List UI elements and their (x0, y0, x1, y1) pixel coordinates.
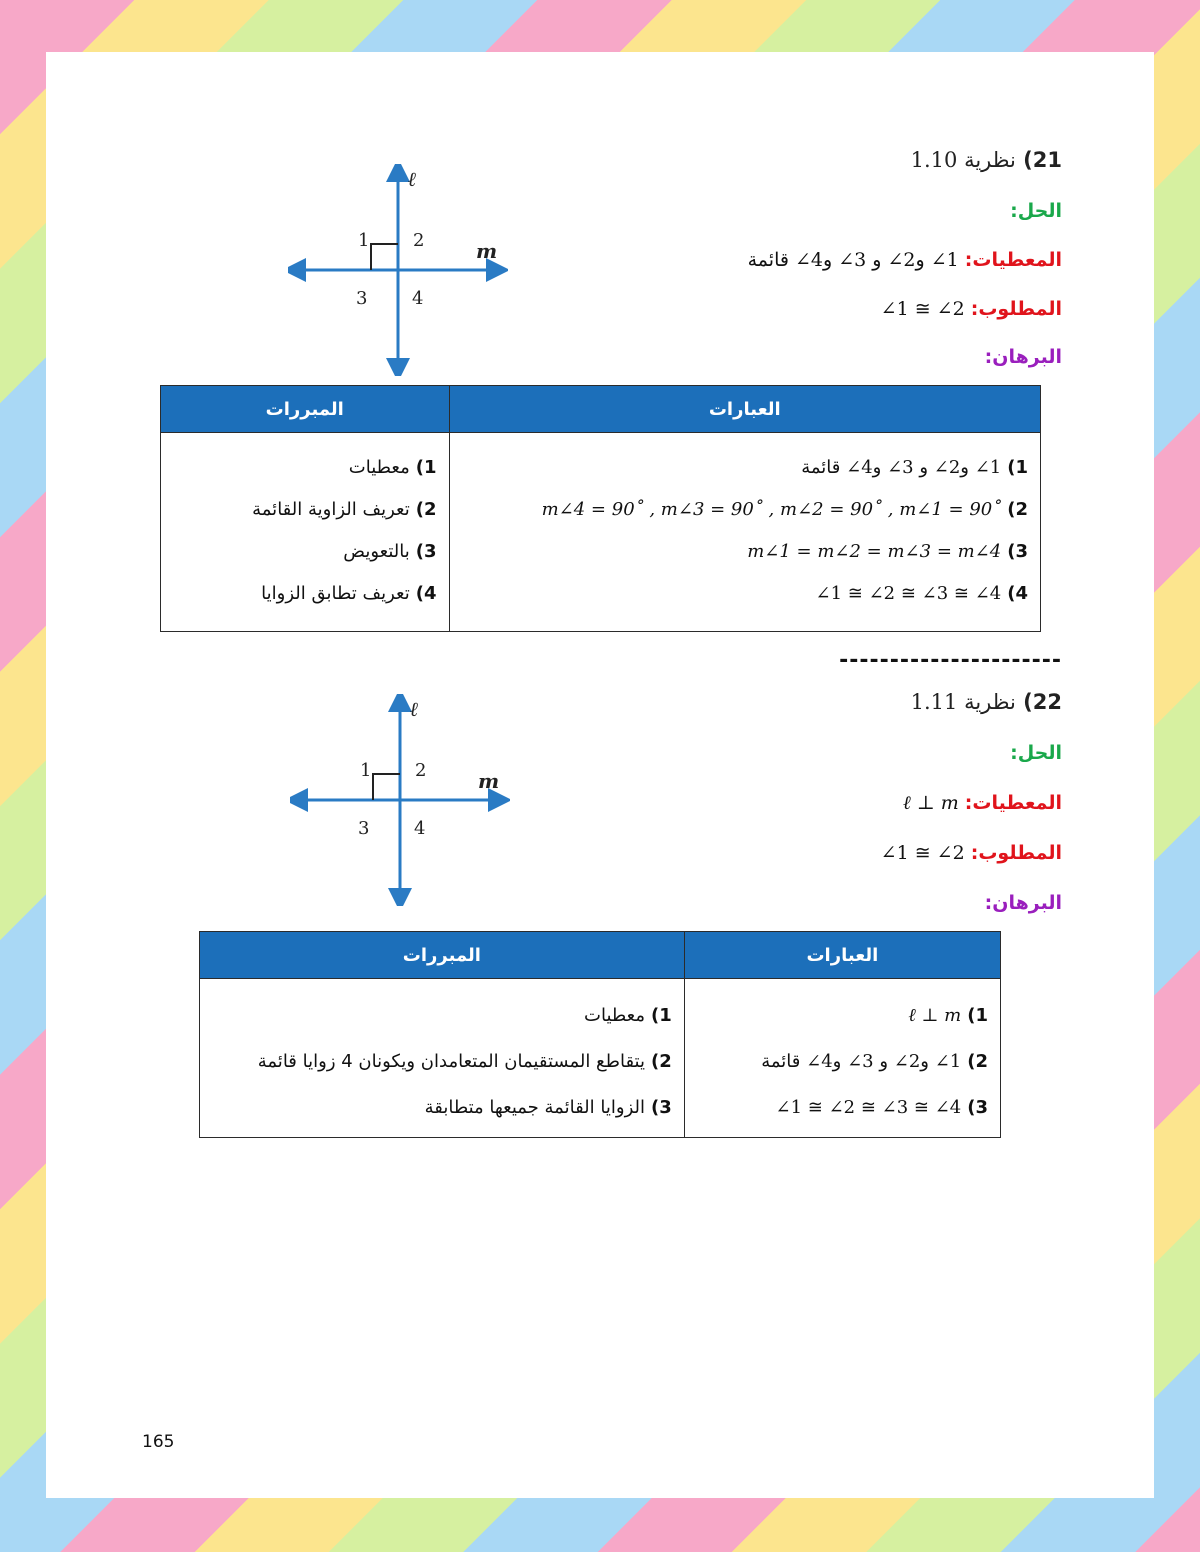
given-label: المعطيات: (964, 792, 1062, 814)
angle-1-label: 1 (358, 230, 370, 251)
statements-header: العبارات (684, 932, 1000, 979)
statement-row: 2)m∠4 = 90˚ , m∠3 = 90˚ , m∠2 = 90˚ , m∠1 = 90˚ (541, 499, 1028, 520)
given-label: المعطيات: (964, 249, 1062, 271)
perpendicular-lines-figure (288, 164, 508, 376)
angle-1-label: 1 (360, 760, 372, 781)
statement-row: 3)∠1 ≅ ∠2 ≅ ∠3 ≅ ∠4 (775, 1097, 988, 1118)
reasons-header: المبررات (200, 932, 685, 979)
statement-row: 2)1∠ و2∠ و 3∠ و4∠ قائمة (761, 1051, 988, 1072)
theorem-title: نظرية 1.11 (910, 690, 1016, 714)
page-number: 165 (142, 1432, 175, 1452)
solution-label: الحل: (1010, 742, 1062, 764)
prove-line (881, 298, 1062, 320)
statements-cell (449, 433, 1040, 632)
statement-row: 4)∠1 ≅ ∠2 ≅ ∠3 ≅ ∠4 (815, 583, 1028, 604)
problem-21-heading (911, 148, 1062, 172)
statement-row: 1)1∠ و2∠ و 3∠ و4∠ قائمة (801, 457, 1028, 478)
separator: ---------------------- (839, 648, 1062, 673)
angle-3-label: 3 (358, 818, 370, 839)
problem-number: 21) (1023, 148, 1062, 172)
reasons-header: المبررات (161, 386, 450, 433)
proof-table-21 (160, 385, 1041, 632)
reasons-cell (200, 979, 685, 1138)
reason-row: 4)تعريف تطابق الزوايا (261, 583, 437, 604)
reason-row: 1)معطيات (584, 1005, 672, 1026)
label-l: ℓ (408, 167, 417, 191)
prove-value: ∠1 ≅ ∠2 (880, 298, 965, 320)
angle-3-label: 3 (356, 288, 368, 309)
perpendicular-lines-figure (290, 694, 510, 906)
statements-cell (684, 979, 1000, 1138)
statement-row: 3)m∠1 = m∠2 = m∠3 = m∠4 (747, 541, 1028, 562)
angle-2-label: 2 (415, 760, 427, 781)
theorem-title: نظرية 1.10 (910, 148, 1016, 172)
reason-row: 3)الزوايا القائمة جميعها متطابقة (424, 1097, 672, 1118)
label-l: ℓ (410, 697, 419, 721)
solution-label: الحل: (1010, 200, 1062, 222)
right-angle-mark (371, 244, 398, 270)
given-value: ℓ ⊥ m (902, 792, 959, 814)
given-value: 1∠ و2∠ و 3∠ و4∠ قائمة (747, 249, 959, 271)
prove-label: المطلوب: (970, 842, 1062, 864)
prove-value: ∠1 ≅ ∠2 (880, 842, 965, 864)
angle-4-label: 4 (414, 818, 426, 839)
proof-label: البرهان: (984, 892, 1062, 914)
angle-4-label: 4 (412, 288, 424, 309)
problem-22-heading (911, 690, 1062, 714)
page (46, 52, 1154, 1498)
given-line (903, 792, 1062, 815)
proof-label: البرهان: (984, 346, 1062, 368)
given-line (748, 249, 1062, 271)
reason-row: 1)معطيات (348, 457, 437, 478)
prove-label: المطلوب: (970, 298, 1062, 320)
problem-number: 22) (1023, 690, 1062, 714)
label-m: m (476, 239, 498, 263)
statements-header: العبارات (449, 386, 1040, 433)
prove-line (881, 842, 1062, 864)
reason-row: 2)تعريف الزاوية القائمة (252, 499, 437, 520)
reason-row: 2)يتقاطع المستقيمان المتعامدان ويكونان 4 زوايا قائمة (257, 1051, 672, 1072)
label-m: m (478, 769, 500, 793)
angle-2-label: 2 (413, 230, 425, 251)
proof-table-22 (199, 931, 1001, 1138)
reason-row: 3)بالتعويض (343, 541, 437, 562)
reasons-cell (161, 433, 450, 632)
right-angle-mark (373, 774, 400, 800)
statement-row: 1)ℓ ⊥ m (908, 1005, 988, 1026)
